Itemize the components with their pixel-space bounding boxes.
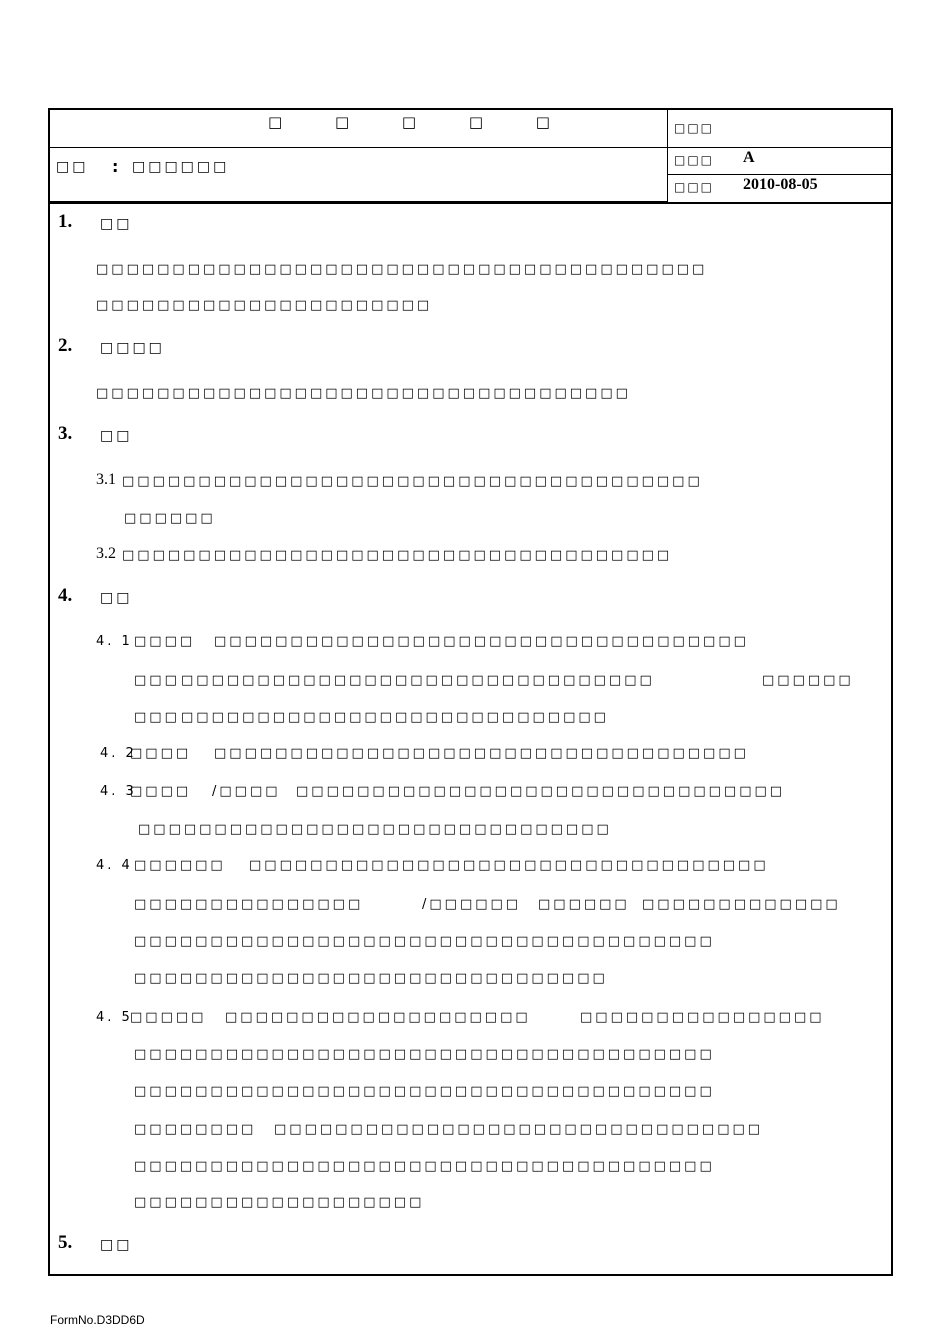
item-4-3-heading: □□□□ bbox=[130, 784, 192, 799]
section-1-title: □□ bbox=[100, 216, 133, 232]
item-4-3-line-1: □□□□□□□□□□□□□□□□□□□□□□□□□□□□□□□□ bbox=[296, 784, 786, 799]
item-4-1-line-3a: □□□ bbox=[134, 710, 180, 725]
item-4-2-number: 4. 2 bbox=[100, 746, 137, 761]
item-4-1-line-3b: □□□□□□□□□□□□□□□□□□□□□□□□□□□□ bbox=[181, 710, 609, 725]
section-5-title: □□ bbox=[100, 1237, 133, 1253]
document-frame bbox=[48, 108, 893, 1276]
section-2-number: 2. bbox=[58, 335, 73, 356]
section-1-number: 1. bbox=[58, 211, 73, 232]
version-label: □□□ bbox=[674, 153, 715, 167]
name-colon: : bbox=[112, 157, 122, 176]
item-4-4-line-2c: □□□□□□ bbox=[538, 897, 630, 912]
item-4-4-number: 4. 4 bbox=[96, 858, 133, 873]
item-4-5-line-3: □□□□□□□□□□□□□□□□□□□□□□□□□□□□□□□□□□□□□□ bbox=[134, 1084, 715, 1099]
item-4-4-heading: □□□□□□ bbox=[134, 858, 226, 873]
item-4-5-number: 4. 5 bbox=[96, 1010, 133, 1025]
item-4-4-line-2a: □□□□□□□□□□□□□□□ bbox=[134, 897, 364, 912]
item-4-1-line-1: □□□□□□□□□□□□□□□□□□□□□□□□□□□□□□□□□□□ bbox=[214, 634, 749, 649]
header-divider bbox=[50, 202, 891, 204]
item-4-4-line-2d: □□□□□□□□□□□□□ bbox=[642, 897, 841, 912]
version-value: A bbox=[743, 149, 755, 166]
item-4-4-line-4: □□□□□□□□□□□□□□□□□□□□□□□□□□□□□□□ bbox=[134, 971, 608, 986]
item-4-3-heading-2: /□□□□ bbox=[212, 784, 281, 799]
item-4-5-line-1b: □□□□□□□□□□□□□□□□ bbox=[580, 1010, 825, 1025]
item-4-2-line-1: □□□□□□□□□□□□□□□□□□□□□□□□□□□□□□□□□□□ bbox=[214, 746, 749, 761]
item-4-3-number: 4. 3 bbox=[100, 784, 137, 799]
section-5-number: 5. bbox=[58, 1232, 73, 1253]
section-2-line-1: □□□□□□□□□□□□□□□□□□□□□□□□□□□□□□□□□□□ bbox=[96, 386, 631, 401]
doc-no-label: □□□ bbox=[674, 121, 715, 135]
item-3-1-line-2: □□□□□□ bbox=[124, 511, 216, 526]
item-4-1-line-2a: □□□ bbox=[134, 673, 180, 688]
item-4-2-heading: □□□□ bbox=[130, 746, 192, 761]
item-4-5-line-2: □□□□□□□□□□□□□□□□□□□□□□□□□□□□□□□□□□□□□□ bbox=[134, 1047, 715, 1062]
item-4-5-line-5: □□□□□□□□□□□□□□□□□□□□□□□□□□□□□□□□□□□□□□ bbox=[134, 1159, 715, 1174]
section-3-title: □□ bbox=[100, 428, 133, 444]
item-3-2-number: 3.2 bbox=[96, 545, 116, 562]
name-label: □□ bbox=[56, 159, 89, 175]
item-4-1-heading: □□□□ bbox=[134, 634, 196, 649]
item-4-4-line-2b: /□□□□□□ bbox=[422, 897, 522, 912]
section-4-number: 4. bbox=[58, 585, 73, 606]
section-2-title: □□□□ bbox=[100, 340, 165, 356]
document-title: □ □ □ □ □ bbox=[268, 113, 574, 131]
item-4-1-line-2c: □□□□□□ bbox=[762, 673, 854, 688]
item-4-5-heading: □□□□□ bbox=[130, 1010, 207, 1025]
item-3-2-line-1: □□□□□□□□□□□□□□□□□□□□□□□□□□□□□□□□□□□□ bbox=[122, 548, 673, 563]
date-label: □□□ bbox=[674, 180, 715, 194]
name-cell bbox=[50, 148, 668, 202]
item-4-3-line-2: □□□□□□□□□□□□□□□□□□□□□□□□□□□□□□□ bbox=[138, 822, 612, 837]
item-4-1-number: 4. 1 bbox=[96, 634, 133, 649]
item-4-5-line-4a: □□□□□□□□ bbox=[134, 1122, 257, 1137]
item-3-1-line-1: □□□□□□□□□□□□□□□□□□□□□□□□□□□□□□□□□□□□□□ bbox=[122, 474, 703, 489]
section-4-title: □□ bbox=[100, 590, 133, 606]
section-1-line-1: □□□□□□□□□□□□□□□□□□□□□□□□□□□□□□□□□□□□□□□□ bbox=[96, 262, 708, 277]
name-value: □□□□□□ bbox=[132, 159, 230, 175]
item-4-4-line-1: □□□□□□□□□□□□□□□□□□□□□□□□□□□□□□□□□□ bbox=[249, 858, 769, 873]
item-4-1-line-2b: □□□□□□□□□□□□□□□□□□□□□□□□□□□□□□□ bbox=[181, 673, 655, 688]
item-4-5-line-4b: □□□□□□□□□□□□□□□□□□□□□□□□□□□□□□□□ bbox=[274, 1122, 764, 1137]
form-number: FormNo.D3DD6D bbox=[50, 1313, 145, 1327]
item-3-1-number: 3.1 bbox=[96, 471, 116, 488]
item-4-5-line-6: □□□□□□□□□□□□□□□□□□□ bbox=[134, 1195, 425, 1210]
section-1-line-2: □□□□□□□□□□□□□□□□□□□□□□ bbox=[96, 298, 433, 313]
item-4-4-line-3: □□□□□□□□□□□□□□□□□□□□□□□□□□□□□□□□□□□□□□ bbox=[134, 934, 715, 949]
section-3-number: 3. bbox=[58, 423, 73, 444]
item-4-5-line-1a: □□□□□□□□□□□□□□□□□□□□ bbox=[225, 1010, 531, 1025]
date-value: 2010-08-05 bbox=[743, 176, 818, 193]
